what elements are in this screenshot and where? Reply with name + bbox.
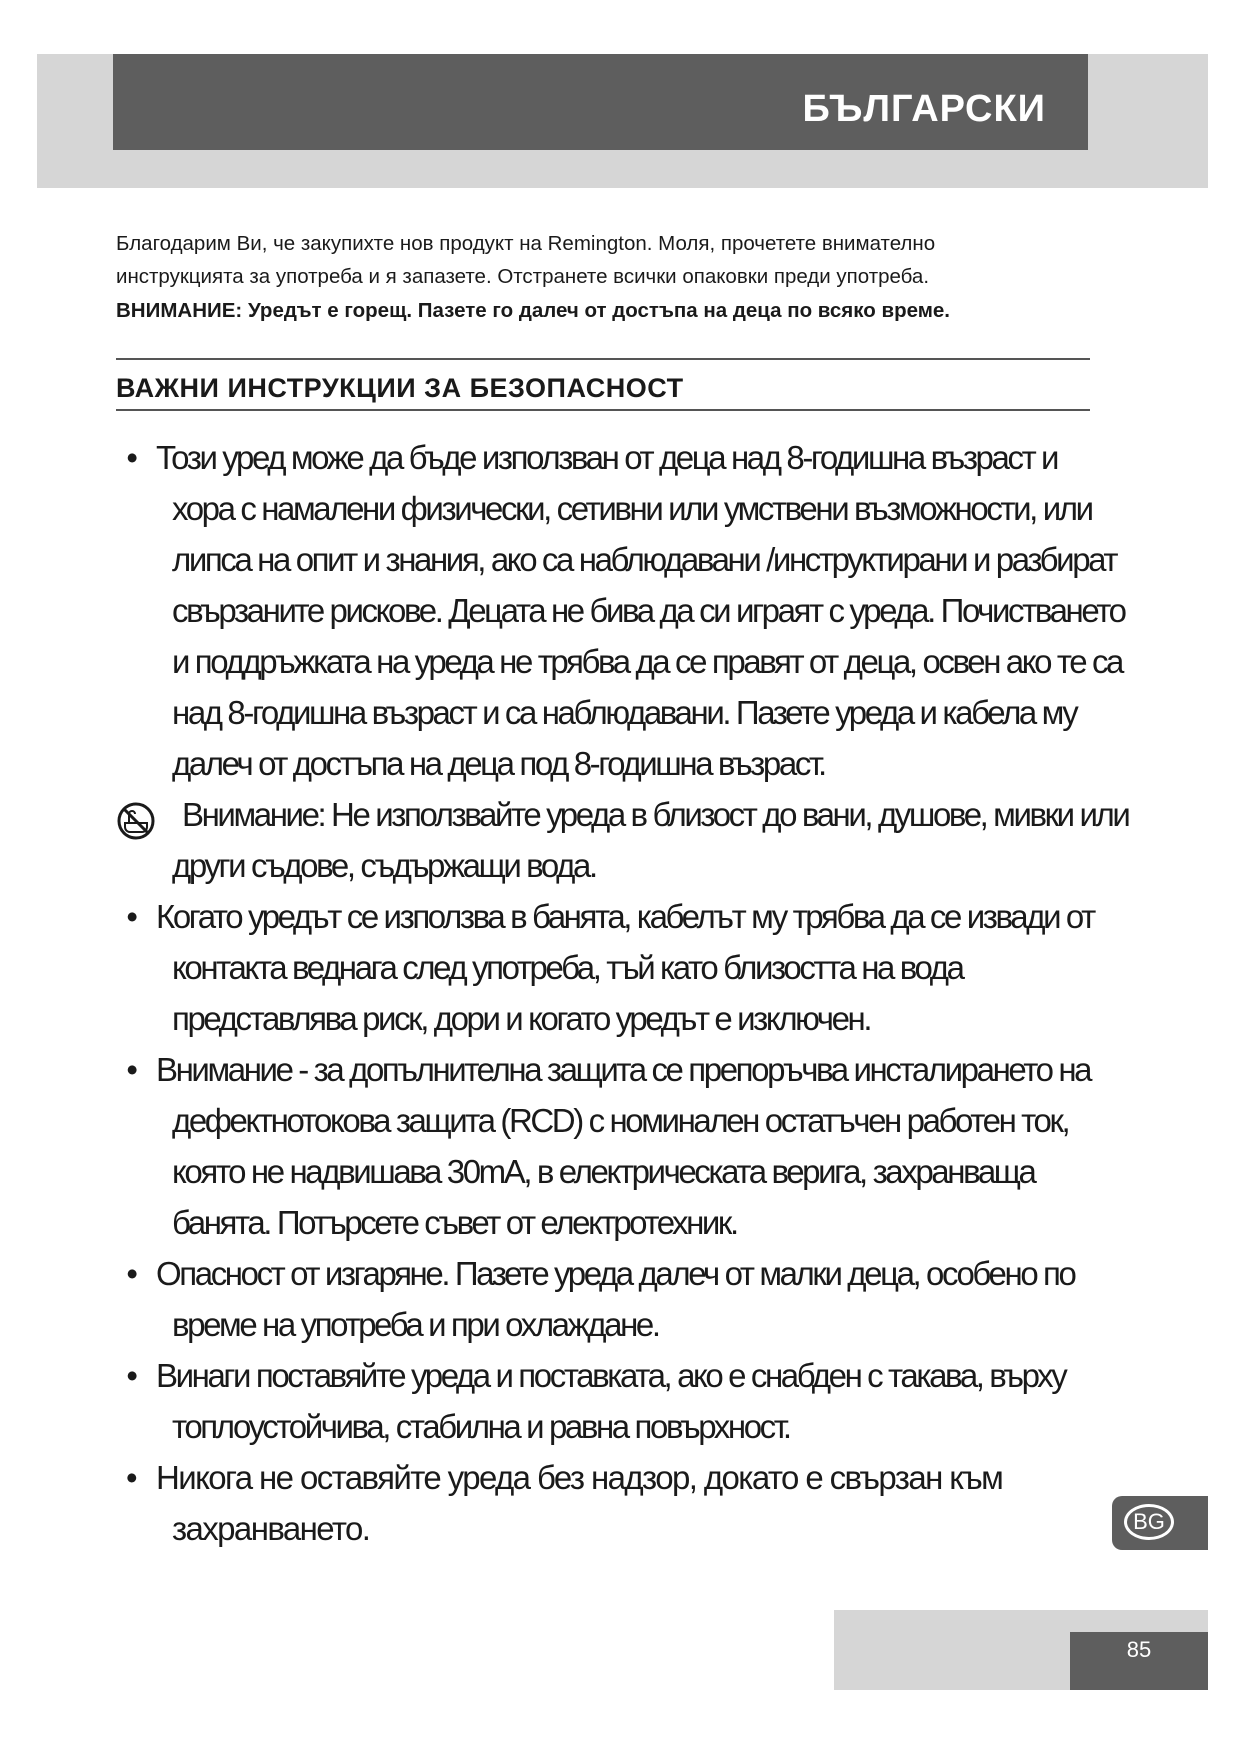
intro-line: Благодарим Ви, че закупихте нов продукт на Remington. Моля, прочетете внимателно <box>116 232 936 255</box>
header-bar <box>113 54 1088 150</box>
instruction-line: представлява риск, дори и когато уредът е изключен. <box>172 1000 871 1037</box>
bullet-item <box>116 1452 1106 1554</box>
page-number: 85 <box>1070 1632 1208 1690</box>
instruction-line: дефектнотокова защита (RCD) с номинален остатъчен работен ток, <box>172 1102 1069 1139</box>
safety-instructions-list <box>116 432 1129 1554</box>
bullet-mark: • <box>126 439 136 476</box>
language-badge <box>1112 1496 1208 1550</box>
instruction-line: свързаните рискове. Децата не бива да си играят с уреда. Почистването <box>172 592 1125 629</box>
hot-warning: ВНИМАНИЕ: Уредът е горещ. Пазете го далеч от достъпа на деца по всяко време. <box>116 299 950 322</box>
bullet-mark: • <box>126 1255 136 1292</box>
instruction-line: контакта веднага след употреба, тъй като близостта на вода <box>172 949 963 986</box>
instruction-line: захранването. <box>172 1510 370 1547</box>
language-code: BG <box>1124 1504 1174 1540</box>
section-bottom-rule <box>116 409 1090 411</box>
instruction-line: далеч от достъпа на деца под 8-годишна възраст. <box>172 745 825 782</box>
bullet-item <box>116 1248 1106 1350</box>
instruction-line: Внимание - за допълнителна защита се препоръчва инсталирането на <box>156 1051 1091 1088</box>
instruction-line: липса на опит и знания, ако са наблюдавани /инструктирани и разбират <box>172 541 1117 578</box>
instruction-line: време на употреба и при охлаждане. <box>172 1306 659 1343</box>
bullet-mark: • <box>126 898 136 935</box>
instruction-line: банята. Потърсете съвет от електротехник. <box>172 1204 737 1241</box>
instruction-line: Винаги поставяйте уреда и поставката, ако е снабден с такава, върху <box>156 1357 1066 1394</box>
instruction-line: Внимание: Не използвайте уреда в близост до вани, душове, мивки или <box>182 796 1129 833</box>
bullet-item <box>116 1350 1106 1452</box>
section-top-rule <box>116 358 1090 360</box>
instruction-line: Този уред може да бъде използван от деца над 8-годишна възраст и <box>156 439 1058 476</box>
bullet-mark: • <box>126 1357 136 1394</box>
language-title: БЪЛГАРСКИ <box>802 88 1046 130</box>
instruction-line: други съдове, съдържащи вода. <box>172 847 596 884</box>
instruction-line: топлоустойчива, стабилна и равна повърхност. <box>172 1408 790 1445</box>
bullet-mark: • <box>126 1459 136 1496</box>
bullet-item <box>116 891 1106 1044</box>
instruction-line: Опасност от изгаряне. Пазете уреда далеч от малки деца, особено по <box>156 1255 1075 1292</box>
instruction-line: хора с намалени физически, сетивни или умствени възможности, или <box>172 490 1092 527</box>
instruction-line: която не надвишава 30mA, в електрическата верига, захранваща <box>172 1153 1035 1190</box>
intro-text <box>116 227 1076 327</box>
no-bath-icon <box>116 801 156 841</box>
section-title: ВАЖНИ ИНСТРУКЦИИ ЗА БЕЗОПАСНОСТ <box>116 373 684 403</box>
instruction-line: Когато уредът се използва в банята, кабелът му трябва да се извади от <box>156 898 1094 935</box>
warning-item <box>116 789 1129 891</box>
bullet-mark: • <box>126 1051 136 1088</box>
bullet-item <box>116 432 1125 789</box>
instruction-line: над 8-годишна възраст и са наблюдавани. Пазете уреда и кабела му <box>172 694 1077 731</box>
intro-line: инструкцията за употреба и я запазете. Отстранете всички опаковки преди употреба. <box>116 265 930 288</box>
bullet-item <box>116 1044 1106 1248</box>
instruction-line: и поддръжката на уреда не трябва да се правят от деца, освен ако те са <box>172 643 1123 680</box>
instruction-line: Никога не оставяйте уреда без надзор, докато е свързан към <box>156 1459 1003 1496</box>
